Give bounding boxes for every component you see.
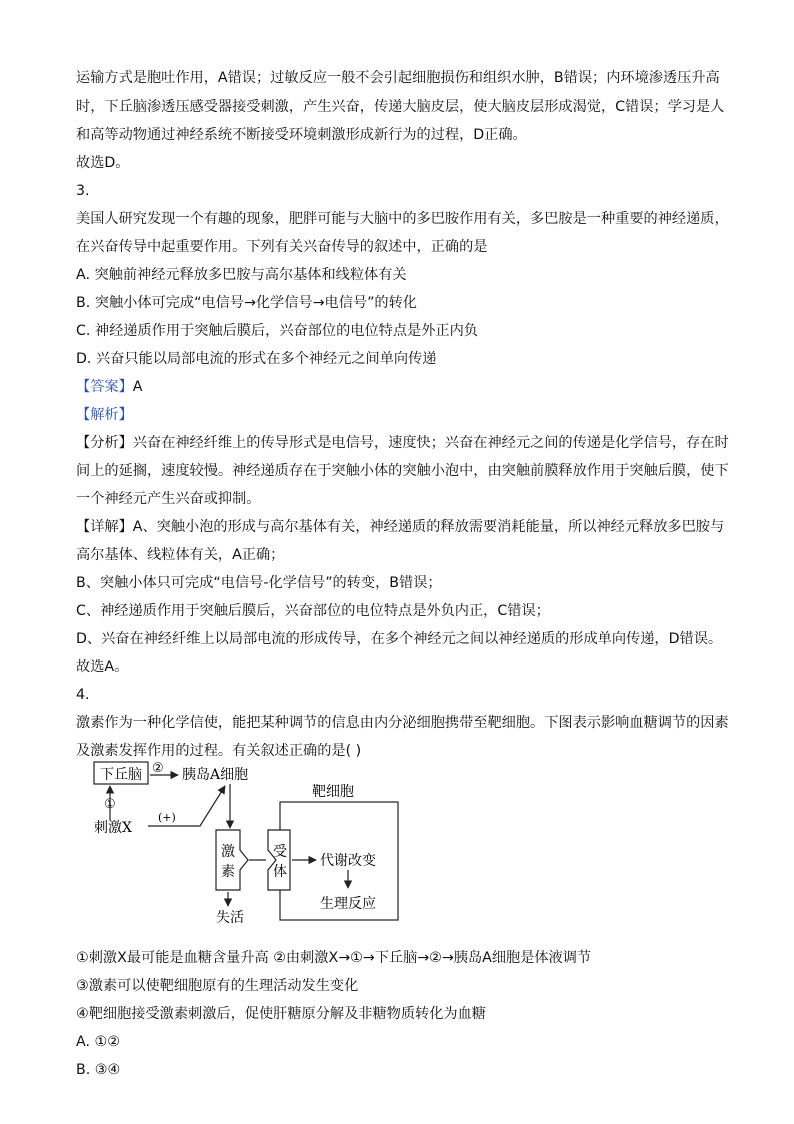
question-stem: 及激素发挥作用的过程。有关叙述正确的是( )	[76, 743, 362, 759]
text-line: 和高等动物通过神经系统不断接受环境刺激形成新行为的过程，D正确。	[76, 127, 527, 143]
statement-1-2: ①刺激X最可能是血糖含量升高 ②由刺激X→①→下丘脑→②→胰岛A细胞是体液调节	[76, 950, 592, 966]
question-number: 4.	[76, 687, 90, 703]
diagram-svg	[90, 758, 420, 938]
fenxi-tag: 【分析】	[76, 435, 133, 451]
option-a: A. 突触前神经元释放多巴胺与高尔基体和线粒体有关	[76, 267, 407, 283]
text-line: 一个神经元产生兴奋或抑制。	[76, 491, 261, 507]
text-line: 运输方式是胞吐作用，A错误；过敏反应一般不会引起细胞损伤和组织水肿，B错误；内环境渗透压升高	[76, 70, 720, 86]
option-b: B. 突触小体可完成“电信号→化学信号→电信号”的转化	[76, 295, 417, 311]
xiangjie-tag: 【详解】	[76, 519, 133, 535]
target-cell-label: 靶细胞	[312, 784, 354, 800]
hypothalamus-label: 下丘脑	[100, 767, 142, 783]
choice-b: B. ③④	[76, 1062, 121, 1078]
blood-sugar-diagram	[90, 758, 420, 938]
answer-value: A	[132, 379, 143, 395]
text-line: 时，下丘脑渗透压感受器接受刺激，产生兴奋，传递大脑皮层，使大脑皮层形成渴觉，C错误；学习是人	[76, 99, 725, 115]
response-label: 生理反应	[320, 896, 376, 912]
circle-two-label: ②	[152, 761, 164, 776]
receptor-char-2: 体	[273, 864, 287, 880]
hormone-char-1: 激	[221, 844, 235, 860]
analysis-heading	[76, 405, 726, 425]
statement-3: ③激素可以使靶细胞原有的生理活动发生变化	[76, 978, 359, 994]
hormone-char-2: 素	[221, 864, 235, 880]
fenxi-line	[76, 433, 729, 453]
text-line: 故选A。	[76, 659, 129, 675]
choice-a: A. ①②	[76, 1034, 120, 1050]
question-stem: 激素作为一种化学信使，能把某种调节的信息由内分泌细胞携带至靶细胞。下图表示影响血糖调节的因素	[76, 715, 729, 731]
circle-one-label: ①	[104, 797, 116, 812]
analysis-tag: 【解析】	[76, 407, 133, 423]
text-line: D、兴奋在神经纤维上以局部电流的形成传导，在多个神经元之间以神经递质的形成单向传递，D错误。	[76, 631, 723, 647]
inactive-label: 失活	[216, 910, 244, 926]
text-line: B、突触小体只可完成“电信号-化学信号”的转变，B错误；	[76, 575, 442, 591]
question-number: 3.	[76, 183, 90, 199]
question-stem: 在兴奋传导中起重要作用。下列有关兴奋传导的叙述中，正确的是	[76, 239, 488, 255]
option-d: D. 兴奋只能以局部电流的形式在多个神经元之间单向传递	[76, 351, 437, 367]
text-line: 故选D。	[76, 155, 130, 171]
answer-tag: 【答案】	[76, 379, 133, 395]
xiangjie-text: A、突触小泡的形成与高尔基体有关，神经递质的释放需要消耗能量，所以神经元释放多巴胺与	[132, 519, 725, 535]
fenxi-text: 兴奋在神经纤维上的传导形式是电信号，速度快；兴奋在神经元之间的传递是化学信号，存在时	[132, 435, 729, 451]
xiangjie-line	[76, 517, 726, 537]
question-stem: 美国人研究发现一个有趣的现象，肥胖可能与大脑中的多巴胺作用有关，多巴胺是一种重要的神经递质，	[76, 211, 729, 227]
text-line: 高尔基体、线粒体有关，A正确；	[76, 547, 285, 563]
receptor-shape	[268, 830, 290, 890]
option-c: C. 神经递质作用于突触后膜后，兴奋部位的电位特点是外正内负	[76, 323, 478, 339]
islet-a-label: 胰岛A细胞	[182, 767, 249, 783]
plus-label: (+)	[158, 811, 176, 824]
text-line: 间上的延搁，速度较慢。神经递质存在于突触小体的突触小泡中，由突触前膜释放作用于突触后膜，使下	[76, 463, 729, 479]
hormone-shape	[216, 830, 248, 890]
statement-4: ④靶细胞接受激素刺激后，促使肝糖原分解及非糖物质转化为血糖	[76, 1006, 486, 1022]
metabolism-label: 代谢改变	[320, 853, 376, 869]
stimulus-label: 刺激X	[94, 820, 132, 836]
text-line: C、神经递质作用于突触后膜后，兴奋部位的电位特点是外负内正，C错误；	[76, 603, 550, 619]
answer-line	[76, 377, 726, 397]
receptor-char-1: 受	[273, 844, 287, 860]
